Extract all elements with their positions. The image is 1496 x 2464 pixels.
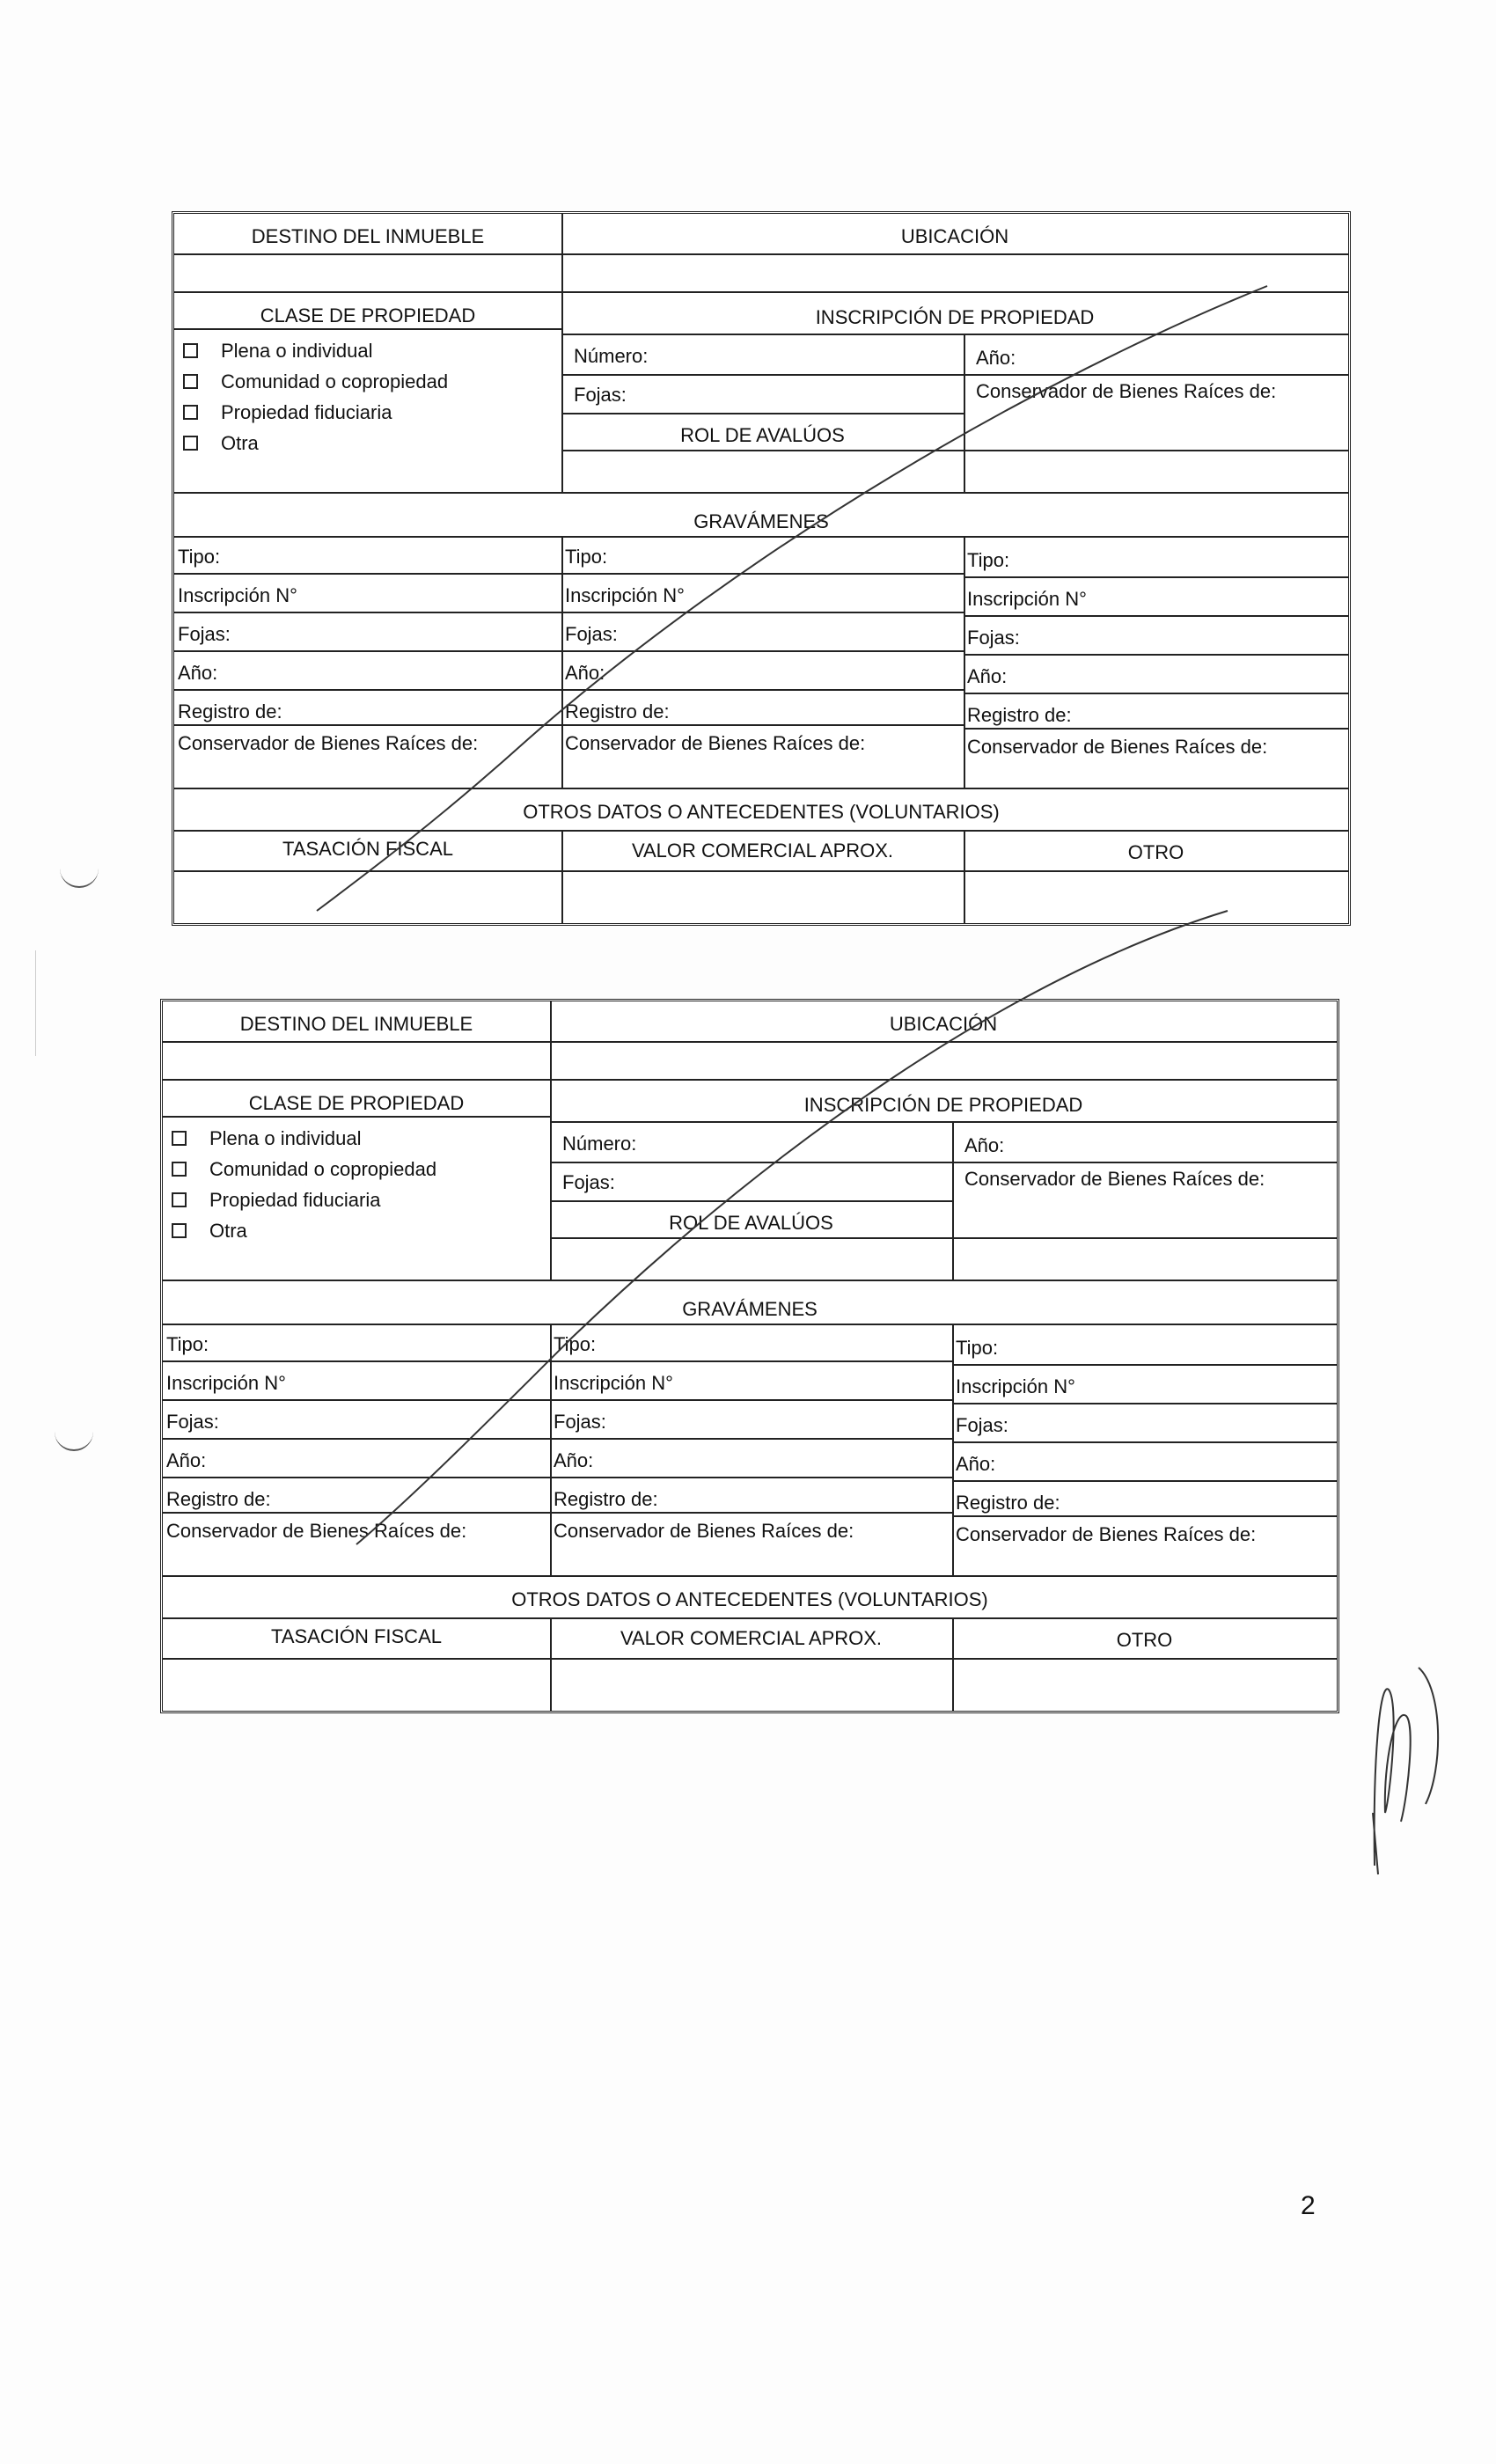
tasacion-field[interactable]	[166, 1663, 546, 1690]
clase-option	[183, 431, 259, 456]
rule	[964, 693, 1348, 694]
gravamen-field-label: Inscripción N°	[166, 1372, 286, 1394]
clase-option	[172, 1219, 247, 1243]
rule	[550, 1079, 552, 1280]
rule	[550, 1399, 952, 1401]
checkbox[interactable]	[183, 436, 198, 451]
checkbox[interactable]	[183, 343, 198, 358]
rule	[561, 650, 964, 652]
punch-hole-mark	[55, 1430, 93, 1451]
conservador-label: Conservador de Bienes Raíces de:	[976, 380, 1277, 402]
rule	[174, 492, 1348, 494]
rule	[561, 334, 1348, 335]
rule	[163, 1116, 550, 1118]
rol-header: ROL DE AVALÚOS	[669, 1212, 833, 1234]
clase-option-label: Otra	[221, 432, 259, 454]
numero-label: Número:	[562, 1133, 637, 1155]
rule	[174, 788, 1348, 789]
rule	[174, 612, 561, 613]
clase-option	[172, 1126, 361, 1151]
gravamenes-header: GRAVÁMENES	[682, 1298, 818, 1320]
gravamen-field-label: Registro de:	[166, 1488, 271, 1510]
otros-header: OTROS DATOS O ANTECEDENTES (VOLUNTARIOS)	[511, 1588, 988, 1610]
rule	[550, 1162, 1337, 1163]
clase-option-label: Plena o individual	[221, 340, 373, 362]
rule	[174, 830, 1348, 832]
inscripcion-header: INSCRIPCIÓN DE PROPIEDAD	[815, 306, 1095, 328]
punch-hole-mark	[60, 867, 99, 888]
rule	[550, 1237, 1337, 1239]
gravamen-field-label: Conservador de Bienes Raíces de:	[956, 1523, 1257, 1545]
inscripcion-header: INSCRIPCIÓN DE PROPIEDAD	[803, 1094, 1083, 1116]
rule	[952, 1403, 1337, 1404]
rule	[561, 573, 964, 575]
clase-option-label: Otra	[209, 1220, 247, 1242]
destino-field[interactable]	[178, 258, 558, 284]
otro-header: OTRO	[1116, 1629, 1173, 1651]
rule	[952, 1515, 1337, 1517]
checkbox[interactable]	[183, 405, 198, 420]
clase-option	[183, 400, 392, 425]
rule	[964, 830, 965, 923]
rule	[174, 536, 1348, 538]
clase-header: CLASE DE PROPIEDAD	[260, 304, 476, 326]
rule	[964, 728, 1348, 730]
destino-header: DESTINO DEL INMUEBLE	[239, 1013, 473, 1035]
gravamen-field-label: Fojas:	[166, 1411, 219, 1433]
ubicacion-header: UBICACIÓN	[900, 225, 1009, 247]
rule	[163, 1079, 1337, 1081]
gravamen-field-label: Conservador de Bienes Raíces de:	[565, 732, 866, 754]
gravamen-field-label: Tipo:	[967, 549, 1010, 571]
rule	[561, 291, 563, 492]
rule	[561, 830, 563, 923]
checkbox[interactable]	[172, 1131, 187, 1146]
rule	[174, 870, 1348, 872]
rule	[952, 1364, 1337, 1366]
rule	[561, 214, 563, 291]
gravamenes-header: GRAVÁMENES	[693, 510, 829, 532]
otro-field[interactable]	[967, 876, 1345, 902]
rule	[174, 724, 561, 726]
rule	[952, 1617, 954, 1711]
gravamen-field-label: Conservador de Bienes Raíces de:	[967, 736, 1268, 758]
rule	[561, 689, 964, 691]
gravamen-field-label: Año:	[554, 1449, 594, 1471]
rule	[163, 1617, 1337, 1619]
gravamen-field-label: Conservador de Bienes Raíces de:	[166, 1520, 467, 1542]
property-form-1	[172, 211, 1351, 926]
gravamen-field-label: Registro de:	[956, 1492, 1060, 1514]
rule	[561, 413, 964, 414]
valor-header: VALOR COMERCIAL APROX.	[620, 1627, 883, 1649]
gravamen-field-label: Año:	[178, 662, 218, 684]
gravamen-field-label: Tipo:	[178, 546, 221, 568]
rule	[550, 1001, 552, 1079]
destino-field[interactable]	[166, 1045, 546, 1072]
clase-header: CLASE DE PROPIEDAD	[248, 1092, 465, 1114]
property-form-2	[160, 999, 1339, 1713]
ubicacion-field[interactable]	[554, 1045, 1333, 1072]
page-number: 2	[1301, 2191, 1316, 2220]
margin-line	[35, 950, 36, 1056]
clase-option	[183, 339, 372, 363]
rule	[163, 1512, 550, 1514]
rule	[561, 536, 563, 788]
gravamen-field-label: Conservador de Bienes Raíces de:	[554, 1520, 854, 1542]
rule	[550, 1477, 952, 1478]
clase-option	[172, 1157, 436, 1182]
rule	[163, 1280, 1337, 1281]
gravamen-field-label: Inscripción N°	[956, 1375, 1075, 1397]
gravamen-field-label: Fojas:	[178, 623, 231, 645]
clase-option-label: Plena o individual	[209, 1127, 362, 1149]
valor-field[interactable]	[554, 1663, 949, 1690]
otros-header: OTROS DATOS O ANTECEDENTES (VOLUNTARIOS)	[523, 801, 1000, 823]
gravamen-field-label: Año:	[166, 1449, 207, 1471]
gravamen-field-label: Registro de:	[565, 700, 670, 722]
rule	[163, 1041, 1337, 1043]
rule	[174, 253, 1348, 255]
anio-label: Año:	[976, 347, 1016, 369]
anio-label: Año:	[964, 1134, 1005, 1156]
rule	[174, 650, 561, 652]
gravamen-field-label: Fojas:	[565, 623, 618, 645]
gravamen-field-label: Tipo:	[166, 1333, 209, 1355]
rule	[163, 1658, 1337, 1660]
rule	[163, 1360, 550, 1362]
gravamen-field-label: Fojas:	[554, 1411, 606, 1433]
checkbox[interactable]	[172, 1223, 187, 1238]
rule	[964, 654, 1348, 656]
tasacion-field[interactable]	[178, 876, 558, 902]
rule	[964, 615, 1348, 617]
rule	[561, 612, 964, 613]
fojas-label: Fojas:	[562, 1171, 615, 1193]
conservador-label: Conservador de Bienes Raíces de:	[964, 1168, 1265, 1190]
valor-field[interactable]	[565, 876, 960, 902]
rule	[550, 1512, 952, 1514]
rule	[952, 1121, 954, 1280]
rule	[952, 1441, 1337, 1443]
clase-option-label: Propiedad fiduciaria	[209, 1189, 381, 1211]
gravamen-field-label: Fojas:	[956, 1414, 1008, 1436]
gravamen-field-label: Inscripción N°	[554, 1372, 673, 1394]
clase-option-label: Comunidad o copropiedad	[221, 370, 449, 392]
checkbox[interactable]	[172, 1162, 187, 1177]
gravamen-field-label: Registro de:	[967, 704, 1072, 726]
valor-header: VALOR COMERCIAL APROX.	[631, 840, 894, 862]
rule	[163, 1477, 550, 1478]
checkbox[interactable]	[172, 1192, 187, 1207]
rule	[550, 1121, 1337, 1123]
rol-header: ROL DE AVALÚOS	[680, 424, 845, 446]
gravamen-field-label: Inscripción N°	[565, 584, 685, 606]
rule	[550, 1324, 552, 1575]
gravamen-field-label: Año:	[956, 1453, 996, 1475]
gravamen-field-label: Tipo:	[956, 1337, 999, 1359]
rule	[163, 1399, 550, 1401]
ubicacion-field[interactable]	[565, 258, 1345, 284]
fojas-label: Fojas:	[574, 384, 627, 406]
gravamen-field-label: Tipo:	[565, 546, 608, 568]
gravamen-field-label: Registro de:	[178, 700, 282, 722]
gravamen-field-label: Tipo:	[554, 1333, 597, 1355]
rule	[561, 450, 1348, 451]
rule	[174, 291, 1348, 293]
rule	[163, 1438, 550, 1440]
gravamen-field-label: Fojas:	[967, 627, 1020, 649]
rule	[550, 1200, 952, 1202]
rule	[952, 1324, 954, 1575]
rule	[561, 374, 1348, 376]
clase-option	[172, 1188, 380, 1213]
rule	[964, 576, 1348, 578]
rule	[964, 536, 965, 788]
rule	[163, 1324, 1337, 1325]
clase-option	[183, 370, 448, 394]
otro-field[interactable]	[956, 1663, 1333, 1690]
rule	[550, 1617, 552, 1711]
gravamen-field-label: Inscripción N°	[967, 588, 1087, 610]
otro-header: OTRO	[1127, 841, 1184, 863]
destino-header: DESTINO DEL INMUEBLE	[251, 225, 485, 247]
rule	[550, 1438, 952, 1440]
tasacion-header: TASACIÓN FISCAL	[282, 838, 453, 860]
gravamen-field-label: Conservador de Bienes Raíces de:	[178, 732, 479, 754]
rule	[174, 689, 561, 691]
clase-option-label: Comunidad o copropiedad	[209, 1158, 437, 1180]
gravamen-field-label: Registro de:	[554, 1488, 658, 1510]
rule	[174, 573, 561, 575]
rule	[174, 328, 561, 330]
numero-label: Número:	[574, 345, 649, 367]
clase-option-label: Propiedad fiduciaria	[221, 401, 392, 423]
rule	[561, 724, 964, 726]
rule	[550, 1360, 952, 1362]
rule	[964, 334, 965, 492]
gravamen-field-label: Año:	[967, 665, 1008, 687]
rule	[952, 1480, 1337, 1482]
checkbox[interactable]	[183, 374, 198, 389]
ubicacion-header: UBICACIÓN	[889, 1013, 998, 1035]
gravamen-field-label: Año:	[565, 662, 605, 684]
tasacion-header: TASACIÓN FISCAL	[271, 1625, 442, 1647]
rule	[163, 1575, 1337, 1577]
gravamen-field-label: Inscripción N°	[178, 584, 297, 606]
